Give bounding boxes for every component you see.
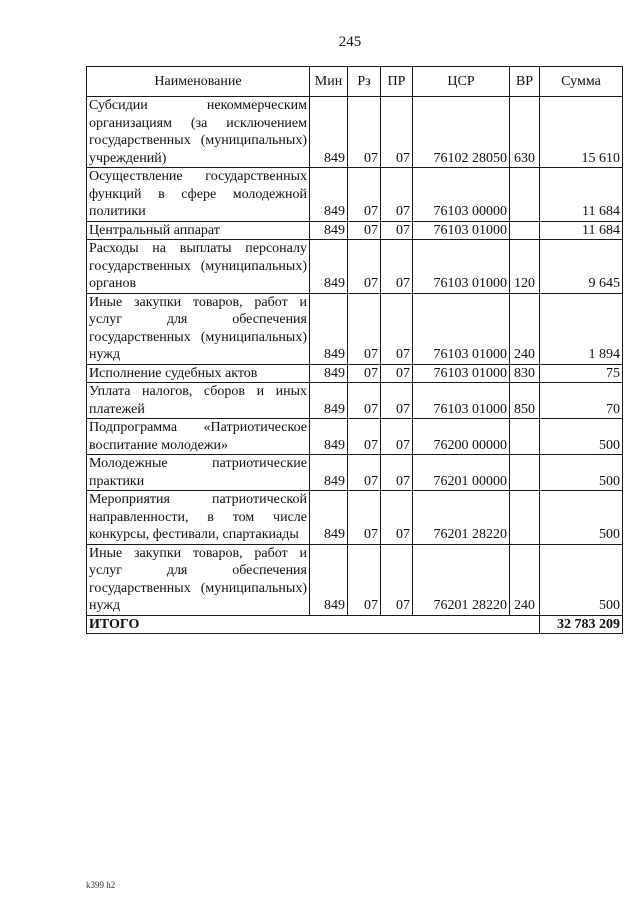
row-vr: 240: [510, 293, 540, 364]
row-rz: 07: [348, 544, 381, 615]
row-pr: 07: [381, 419, 413, 455]
row-vr: [510, 168, 540, 222]
row-csr: 76102 28050: [413, 97, 510, 168]
row-vr: 830: [510, 364, 540, 383]
row-pr: 07: [381, 491, 413, 545]
row-pr: 07: [381, 168, 413, 222]
table-row: [87, 491, 623, 545]
row-rz: 07: [348, 419, 381, 455]
table-row: [87, 97, 623, 168]
row-vr: 850: [510, 383, 540, 419]
row-min: 849: [310, 293, 348, 364]
row-rz: 07: [348, 455, 381, 491]
footer-code: k399 h2: [86, 880, 116, 890]
table-row: [87, 544, 623, 615]
row-csr: 76103 01000: [413, 383, 510, 419]
row-name: Осуществление государственных функций в сфере молодежной политики: [87, 168, 310, 222]
budget-table: [86, 66, 623, 634]
row-pr: 07: [381, 544, 413, 615]
row-pr: 07: [381, 383, 413, 419]
row-name: Расходы на выплаты персоналу государственных (муниципальных) органов: [87, 240, 310, 294]
table-row: [87, 364, 623, 383]
table-row: [87, 240, 623, 294]
table-row: [87, 383, 623, 419]
row-sum: 9 645: [540, 240, 623, 294]
row-sum: 500: [540, 544, 623, 615]
row-csr: 76103 01000: [413, 240, 510, 294]
row-sum: 11 684: [540, 221, 623, 240]
row-vr: [510, 491, 540, 545]
row-min: 849: [310, 544, 348, 615]
row-name: Мероприятия патриотической направленности, в том числе конкурсы, фестивали, спартакиады: [87, 491, 310, 545]
header-min: Мин: [310, 67, 348, 97]
row-vr: [510, 455, 540, 491]
row-sum: 500: [540, 419, 623, 455]
row-name: Иные закупки товаров, работ и услуг для обеспечения государственных (муниципальных) нужд: [87, 544, 310, 615]
row-name: Центральный аппарат: [87, 221, 310, 240]
row-min: 849: [310, 240, 348, 294]
row-csr: 76103 00000: [413, 168, 510, 222]
header-csr: ЦСР: [413, 67, 510, 97]
row-vr: 120: [510, 240, 540, 294]
row-min: 849: [310, 455, 348, 491]
row-sum: 500: [540, 491, 623, 545]
total-label: ИТОГО: [87, 615, 540, 634]
row-vr: [510, 419, 540, 455]
row-sum: 15 610: [540, 97, 623, 168]
table-row: [87, 455, 623, 491]
table-header-row: [87, 67, 623, 97]
row-min: 849: [310, 168, 348, 222]
row-vr: [510, 221, 540, 240]
header-name: Наименование: [87, 67, 310, 97]
row-name: Исполнение судебных актов: [87, 364, 310, 383]
row-csr: 76201 28220: [413, 544, 510, 615]
row-rz: 07: [348, 97, 381, 168]
row-pr: 07: [381, 364, 413, 383]
header-rz: Рз: [348, 67, 381, 97]
row-pr: 07: [381, 455, 413, 491]
row-rz: 07: [348, 491, 381, 545]
row-csr: 76201 28220: [413, 491, 510, 545]
row-rz: 07: [348, 168, 381, 222]
row-pr: 07: [381, 97, 413, 168]
row-min: 849: [310, 221, 348, 240]
row-name: Иные закупки товаров, работ и услуг для обеспечения государственных (муниципальных) нужд: [87, 293, 310, 364]
row-min: 849: [310, 364, 348, 383]
row-csr: 76201 00000: [413, 455, 510, 491]
row-name: Молодежные патриотические практики: [87, 455, 310, 491]
row-csr: 76103 01000: [413, 364, 510, 383]
row-sum: 1 894: [540, 293, 623, 364]
row-pr: 07: [381, 293, 413, 364]
row-sum: 70: [540, 383, 623, 419]
table-body: [87, 97, 623, 616]
header-vr: ВР: [510, 67, 540, 97]
row-rz: 07: [348, 293, 381, 364]
total-sum: 32 783 209: [540, 615, 623, 634]
row-vr: 630: [510, 97, 540, 168]
row-rz: 07: [348, 240, 381, 294]
table-row: [87, 419, 623, 455]
row-min: 849: [310, 419, 348, 455]
header-sum: Сумма: [540, 67, 623, 97]
row-rz: 07: [348, 221, 381, 240]
header-pr: ПР: [381, 67, 413, 97]
table-row: [87, 168, 623, 222]
row-sum: 75: [540, 364, 623, 383]
row-pr: 07: [381, 240, 413, 294]
row-sum: 11 684: [540, 168, 623, 222]
row-name: Субсидии некоммерческим организациям (за исключением государственных (муниципальных) учреждений): [87, 97, 310, 168]
row-rz: 07: [348, 364, 381, 383]
row-csr: 76103 01000: [413, 293, 510, 364]
row-min: 849: [310, 491, 348, 545]
row-name: Подпрограмма «Патриотическое воспитание молодежи»: [87, 419, 310, 455]
row-pr: 07: [381, 221, 413, 240]
row-name: Уплата налогов, сборов и иных платежей: [87, 383, 310, 419]
row-csr: 76103 01000: [413, 221, 510, 240]
page-number: 245: [338, 34, 362, 50]
total-row: [87, 615, 623, 634]
table-row: [87, 293, 623, 364]
row-sum: 500: [540, 455, 623, 491]
table-row: [87, 221, 623, 240]
row-min: 849: [310, 97, 348, 168]
row-rz: 07: [348, 383, 381, 419]
row-vr: 240: [510, 544, 540, 615]
row-min: 849: [310, 383, 348, 419]
row-csr: 76200 00000: [413, 419, 510, 455]
